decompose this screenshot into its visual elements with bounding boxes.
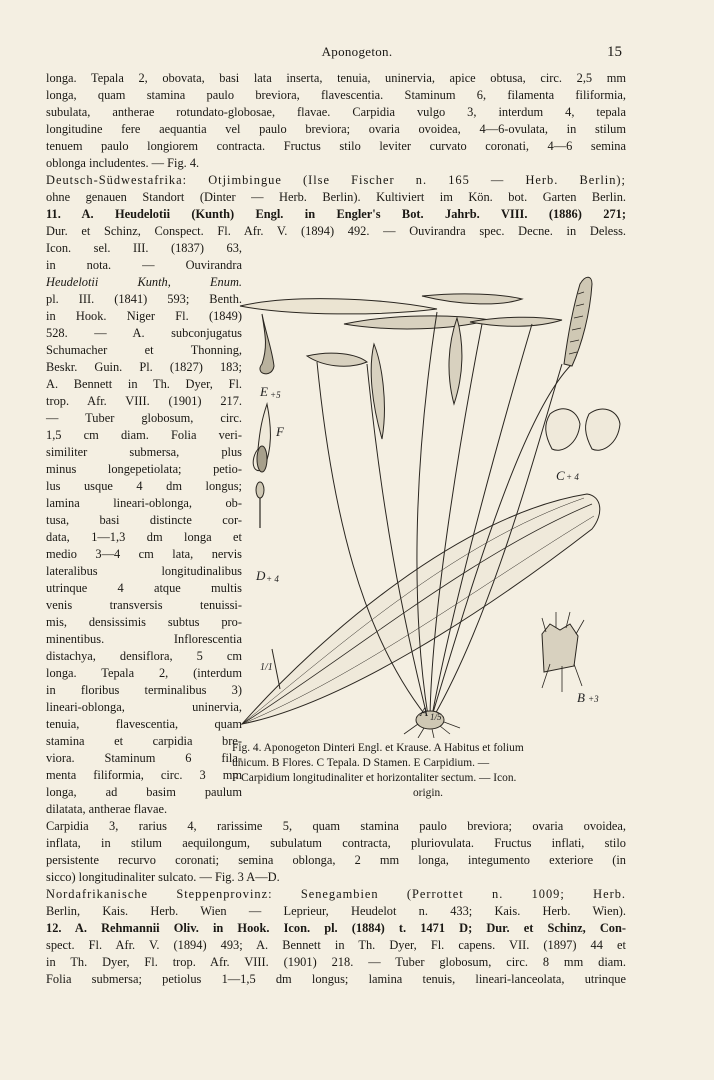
text-line: 528. — A. subconjugatus (46, 326, 242, 340)
text-line: minus longepetiolata; petio- (46, 462, 242, 476)
floating-leaf (344, 316, 490, 329)
text-line: Carpidia 3, rarius 4, rarissime 5, quam stamina paulo breviora; ovaria ovoidea, (46, 819, 626, 833)
text-line: persistente recurvo coronati; semina oblonga, 2 mm longa, integumento exteriore (in (46, 853, 626, 867)
text-line: inflata, in stilum aequilongum, subulatum contracta, pluriovulata. Fructus inflati, stilo (46, 836, 626, 850)
floating-leaf (470, 317, 562, 326)
label-d-scale: + 4 (266, 574, 279, 584)
text-line: trop. Afr. VIII. (1901) 217. (46, 394, 242, 408)
text-line: longa, ad basim paulum (46, 785, 242, 799)
text-line: Schumacher et Thonning, (46, 343, 242, 357)
text-line: lateralibus longitudinalibus (46, 564, 242, 578)
text-line: medio 3—4 cm lata, nervis (46, 547, 242, 561)
label-b: B (577, 690, 585, 705)
text-line: Nordafrikanische Steppenprovinz: Senegambien (Perrottet n. 1009; Herb. (46, 887, 626, 901)
caption-line: Fig. 4. Aponogeton Dinteri Engl. et Krause. A Habitus et folium (232, 742, 524, 754)
text-line: longa, quam stamina paulo breviora, flavescentia. Staminum 6, filamenta filiformia, (46, 88, 626, 102)
text-line: — Tuber globosum, circ. (46, 411, 242, 425)
text-line: A. Bennett in Th. Dyer, Fl. (46, 377, 242, 391)
text-line: in nota. — Ouvirandra (46, 258, 242, 272)
text-line: pl. III. (1841) 593; Benth. (46, 292, 242, 306)
running-header-title: Aponogeton. (321, 44, 393, 59)
text-line: minentibus. Inflorescentia (46, 632, 242, 646)
caption-line: unicum. B Flores. C Tepala. D Stamen. E Carpidium. — (232, 757, 490, 769)
text-line: data, 1—1,3 dm longa et (46, 530, 242, 544)
text-line: lus usque 4 dm longus; (46, 479, 242, 493)
text-line: in Hook. Niger Fl. (1849) (46, 309, 242, 323)
label-c: C (556, 468, 565, 483)
text-line: longitudine fere aequantia vel paulo breviora; ovaria ovoidea, 4—6-ovulata, in stilum (46, 122, 626, 136)
label-a-scale: 1/5 (430, 712, 442, 722)
species-heading-line: 11. A. Heudelotii (Kunth) Engl. in Engler's Bot. Jahrb. VIII. (1886) 271; (46, 207, 626, 221)
caption-line: origin. (412, 787, 444, 799)
text-line: lamina lineari-oblonga, ob- (46, 496, 242, 510)
text-line: viora. Staminum 6 fila- (46, 751, 242, 765)
text-line: distachya, densiflora, 5 cm (46, 649, 242, 663)
caption-line: F Carpidium longitudinaliter et horizontaliter sectum. — Icon. (232, 772, 517, 784)
text-line: tenuem paulo longiorem contracta. Fructus stilo leviter curvato coronati, 4—6 semina (46, 139, 626, 153)
text-line: dilatata, antherae flavae. (46, 802, 168, 816)
floating-leaf (307, 353, 367, 366)
label-e: E (260, 384, 268, 399)
text-line: sicco) longitudinaliter sulcato. — Fig. 3 A—D. (46, 870, 280, 884)
text-line: utrinque 4 atque multis (46, 581, 242, 595)
detail-carpidium (260, 314, 274, 374)
text-line: Folia submersa; petiolus 1—1,5 dm longus; lamina tenuis, lineari-lanceolata, utrinque (46, 972, 626, 986)
text-line: Berlin, Kais. Herb. Wien — Leprieur, Heudelot n. 433; Kais. Herb. Wien). (46, 904, 626, 918)
text-line: Icon. sel. III. (1837) 63, (46, 241, 242, 255)
text-line: venis transversis tenuissi- (46, 598, 242, 612)
text-line: in floribus terminalibus 3) (46, 683, 242, 697)
text-line: similiter submersa, plus (46, 445, 242, 459)
text-line: tusa, basi distincte cor- (46, 513, 242, 527)
text-line: Dur. et Schinz, Conspect. Fl. Afr. V. (1894) 492. — Ouvirandra spec. Decne. in Deless. (46, 224, 626, 238)
label-e-scale: +5 (270, 390, 281, 400)
text-line: ohne genauen Standort (Dinter — Herb. Berlin). Kultiviert im Kön. bot. Garten Berlin. (46, 190, 626, 204)
text-line: tenuia, flavescentia, quam (46, 717, 242, 731)
label-b-scale: +3 (588, 694, 599, 704)
detail-tepal (586, 409, 620, 450)
text-line: stamina et carpidia bre- (46, 734, 242, 748)
botanical-illustration (232, 254, 630, 738)
detail-flowers (542, 624, 578, 672)
label-scale-mark: 1/1 (260, 662, 273, 673)
text-line: subulata, antherae rotundato-globosae, flavae. Carpidia vulgo 3, interdum 4, tepala (46, 105, 626, 119)
label-c-scale: + 4 (566, 472, 579, 482)
detail-tepal (546, 409, 580, 450)
text-line: Deutsch-Südwestafrika: Otjimbingue (Ilse Fischer n. 165 — Herb. Berlin); (46, 173, 626, 187)
text-line: menta filiformia, circ. 3 mm (46, 768, 242, 782)
floating-leaf (240, 299, 437, 314)
floating-leaf (422, 294, 522, 304)
label-a: A (420, 704, 428, 719)
text-line: longa. Tepala 2, (interdum (46, 666, 242, 680)
page-number: 15 (607, 44, 622, 60)
text-line: 1,5 cm diam. Folia veri- (46, 428, 242, 442)
inflorescence-spike (564, 277, 592, 366)
species-heading-line: 12. A. Rehmannii Oliv. in Hook. Icon. pl. (1884) t. 1471 D; Dur. et Schinz, Con- (46, 921, 626, 935)
text-line: mis, densissimis subtus pro- (46, 615, 242, 629)
upright-leaf (371, 344, 384, 439)
figure-caption (232, 741, 624, 801)
label-d: D (256, 568, 266, 583)
text-line: Heudelotii Kunth, Enum. (46, 275, 242, 289)
upright-leaf (449, 318, 462, 404)
text-line: oblonga includentes. — Fig. 4. (46, 156, 200, 170)
text-line: in Th. Dyer, Fl. trop. Afr. VIII. (1901) 218. — Tuber globosum, circ. 8 mm diam. (46, 955, 626, 969)
text-line: spect. Fl. Afr. V. (1894) 493; A. Bennett in Th. Dyer, Fl. capens. VII. (1897) 44 et (46, 938, 626, 952)
label-f: F (276, 424, 284, 439)
text-line: lineari-oblonga, uninervia, (46, 700, 242, 714)
text-line: longa. Tepala 2, obovata, basi lata inserta, tenuia, uninervia, apice obtusa, circ. 2,5 mm (46, 71, 626, 85)
text-line: Beskr. Guin. Pl. (1827) 183; (46, 360, 242, 374)
